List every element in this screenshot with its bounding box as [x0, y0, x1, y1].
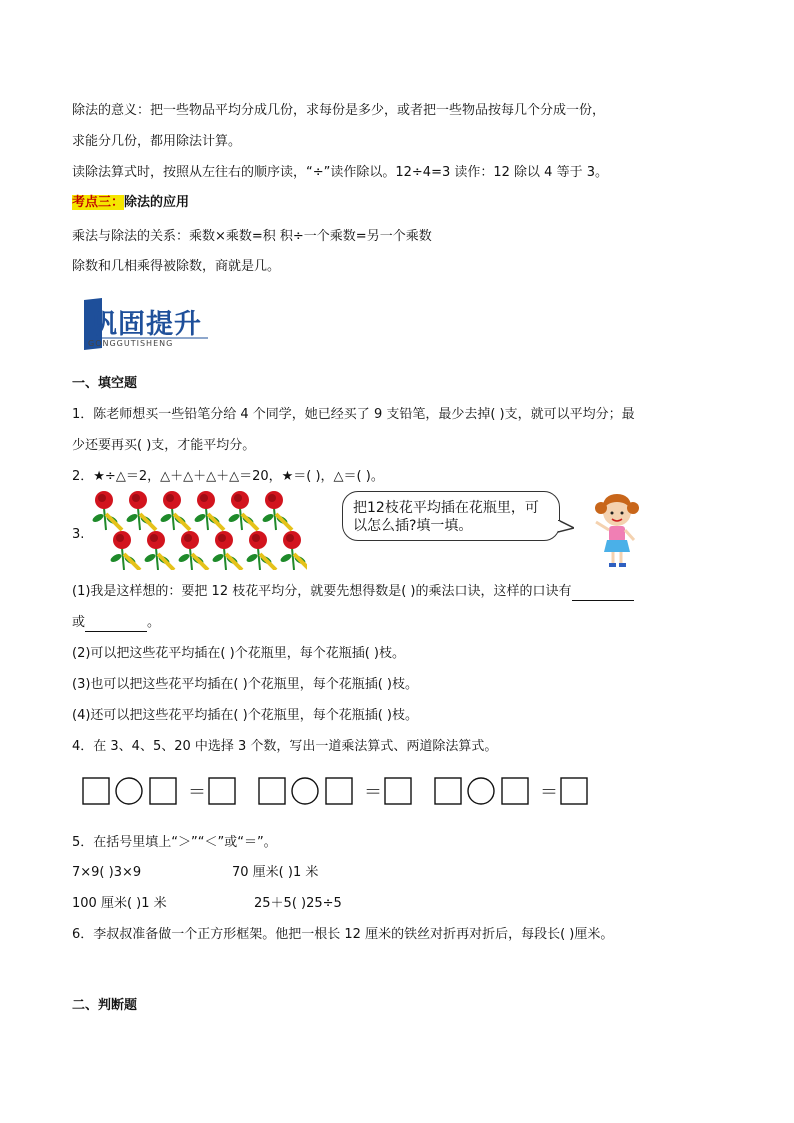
- q3-p1-text: (1)我是这样想的：要把 12 枝花平均分，就要先想得数是( )的乘法口诀，这样的口诀有: [72, 584, 572, 599]
- intro-line-3: 读除法算式时，按照从左往右的顺序读，“÷”读作除以。12÷4=3 读作：12 除以 4 等于 3。: [72, 165, 608, 180]
- q3-p4: (4)还可以把这些花平均插在( )个花瓶里，每个花瓶插( )枝。: [72, 708, 418, 723]
- rose-icon: [245, 531, 276, 570]
- q1-line-b: 少还要再买( )支，才能平均分。: [72, 438, 256, 453]
- intro-line-5: 乘法与除法的关系：乘数×乘数=积 积÷一个乘数=另一个乘数: [72, 229, 432, 244]
- girl-icon: [592, 488, 642, 570]
- equals-sign: ＝: [188, 782, 206, 803]
- q3-p1-end: 。: [147, 615, 161, 630]
- q5-a1: 7×9( )3×9: [72, 865, 142, 880]
- rose-icon: [279, 531, 307, 570]
- equation-3[interactable]: [435, 778, 587, 804]
- q3-p1-or: 或: [72, 615, 86, 630]
- section2-title: 二、判断题: [72, 998, 138, 1013]
- q3-blank-2[interactable]: [85, 617, 147, 632]
- equals-sign: ＝: [540, 782, 558, 803]
- rose-icon: [177, 531, 208, 570]
- q1-line-a: 1．陈老师想买一些铅笔分给 4 个同学，她已经买了 9 支铅笔，最少去掉( )支，就可以平均分；最: [72, 407, 635, 422]
- q3-p1-cont: [72, 614, 160, 632]
- q3-p1: [72, 583, 634, 601]
- q4-text: 4．在 3、4、5、20 中选择 3 个数，写出一道乘法算式、两道除法算式。: [72, 739, 498, 754]
- rose-icon: [92, 491, 122, 530]
- rose-icon: [211, 531, 242, 570]
- q3-number: 3.: [72, 527, 85, 542]
- logo-subtitle: GONGGUTISHENG: [88, 339, 174, 348]
- section-logo: [84, 298, 209, 350]
- rose-icon: [227, 491, 258, 530]
- q3-p3: (3)也可以把这些花平均插在( )个花瓶里，每个花瓶插( )枝。: [72, 677, 418, 692]
- equals-sign: ＝: [364, 782, 382, 803]
- rose-icon: [109, 531, 140, 570]
- kaodian-title: 除法的应用: [124, 195, 190, 210]
- q5-b1: 100 厘米( )1 米: [72, 896, 167, 911]
- q4-equation-boxes: [82, 776, 602, 808]
- speech-bubble-tail-icon: [558, 520, 574, 534]
- q3-p2: (2)可以把这些花平均插在( )个花瓶里，每个花瓶插( )枝。: [72, 646, 405, 661]
- q6-text: 6．李叔叔准备做一个正方形框架。他把一根长 12 厘米的铁丝对折再对折后，每段长( )厘米。: [72, 927, 614, 942]
- roses-image: [92, 490, 307, 570]
- section1-title: 一、填空题: [72, 376, 138, 391]
- rose-icon: [261, 491, 292, 530]
- q5-a2: 70 厘米( )1 米: [232, 865, 319, 880]
- logo-title: 巩固提升: [90, 309, 202, 340]
- kaodian-tag: 考点三：: [72, 195, 125, 210]
- q5-b2: 25＋5( )25÷5: [254, 896, 342, 911]
- rose-icon: [125, 491, 156, 530]
- equation-2[interactable]: [259, 778, 411, 804]
- intro-line-6: 除数和几相乘得被除数，商就是几。: [72, 259, 281, 274]
- q3-blank-1[interactable]: [572, 586, 634, 601]
- rose-icon: [193, 491, 224, 530]
- kaodian-heading: [72, 194, 189, 212]
- q2-text: 2．★÷△＝2，△＋△＋△＋△＝20，★＝( )，△＝( )。: [72, 469, 384, 484]
- speech-bubble: 把12枝花平均插在花瓶里，可以怎么插?填一填。: [342, 491, 560, 541]
- rose-icon: [143, 531, 174, 570]
- rose-icon: [159, 491, 190, 530]
- equation-1[interactable]: [83, 778, 235, 804]
- q5-title: 5．在括号里填上“＞”“＜”或“＝”。: [72, 835, 277, 850]
- intro-line-1: 除法的意义：把一些物品平均分成几份，求每份是多少，或者把一些物品按每几个分成一份，: [72, 103, 606, 118]
- intro-line-2: 求能分几份，都用除法计算。: [72, 134, 242, 149]
